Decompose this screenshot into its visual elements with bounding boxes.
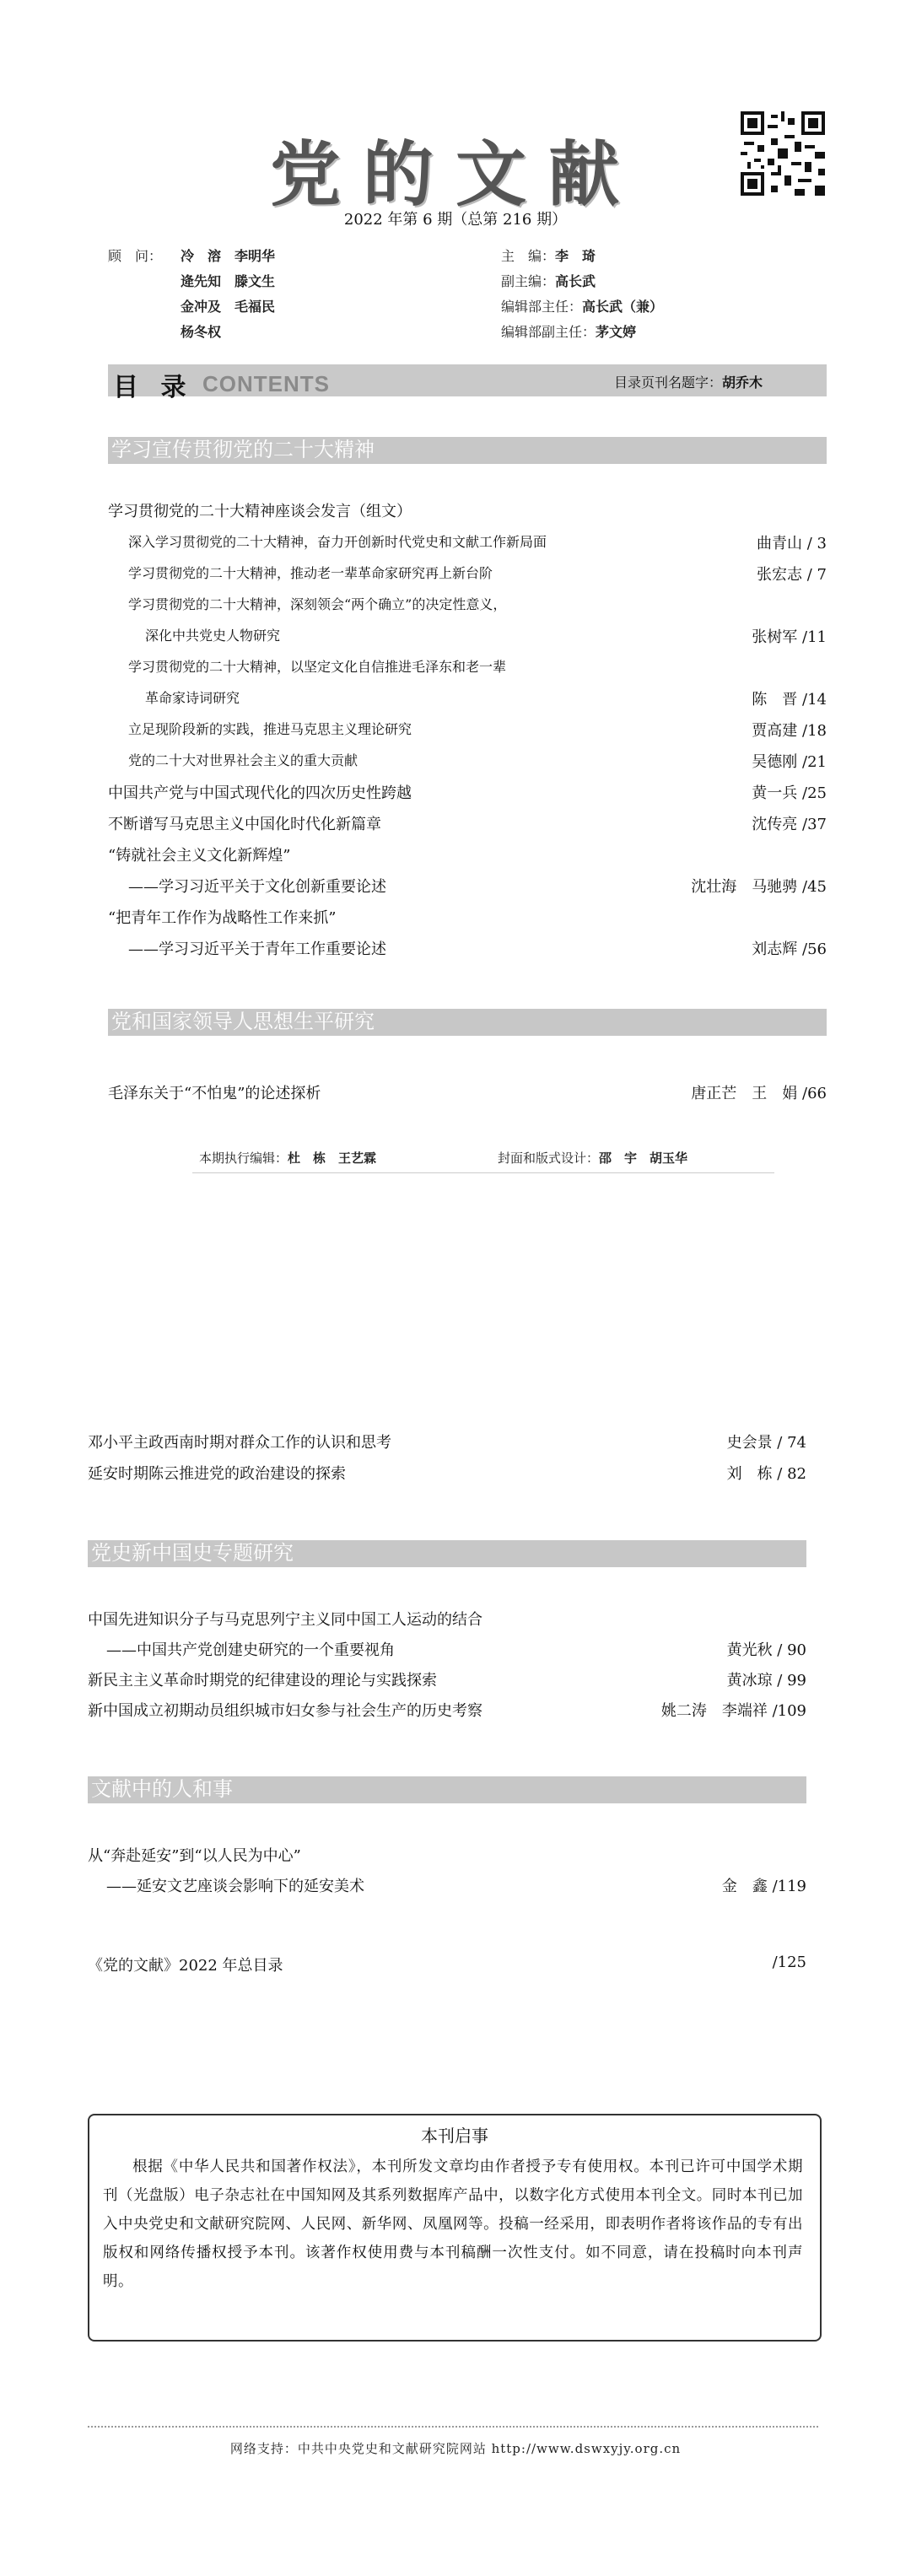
toc-author-5: 陈 晋 /14 <box>752 691 827 709</box>
toc-entry-5[interactable]: 学习贯彻党的二十大精神，以坚定文化自信推进毛泽东和老一辈 <box>128 659 507 675</box>
advisors-row-4: 杨冬权 <box>181 324 222 340</box>
advisors-row-2: 逄先知 滕文生 <box>181 273 276 289</box>
notice-body: 根据《中华人民共和国著作权法》，本刊所发文章均由作者授予专有使用权。本刊已许可中国学术期刊（光盘版）电子杂志社在中国知网及其系列数据库产品中，以数字化方式使用本刊全文。同时本刊已加入中央党史和文献研究院网、人民网、新华网、凤凰网等。投稿一经采用，即表明作者将该作品的专有出版权和网络传播权授予本刊。该著作权使用费与本刊稿酬一次性支付。如不同意，请在投稿时向本刊声明。 <box>103 2158 803 2290</box>
toc-author-4: 张树军 /11 <box>752 628 827 646</box>
toc-author-6: 贾高建 /18 <box>752 722 827 740</box>
toc-author-10: 沈壮海 马驰骋 /45 <box>691 878 827 896</box>
toc-entry-13[interactable]: 邓小平主政西南时期对群众工作的认识和思考 <box>88 1434 391 1452</box>
toc-author-14: 刘 栋 / 82 <box>726 1465 806 1483</box>
toc-entry-8[interactable]: 中国共产党与中国式现代化的四次历史性跨越 <box>108 784 412 802</box>
toc-entry-3[interactable]: 学习贯彻党的二十大精神，推动老一辈革命家研究再上新台阶 <box>128 565 493 581</box>
dept-deputy-label: 编辑部副主任： <box>501 324 596 340</box>
calligraphy-name: 胡乔木 <box>722 375 763 391</box>
toc-entry-5-cont: 革命家诗词研究 <box>145 690 240 706</box>
toc-entry-4-cont: 深化中共党史人物研究 <box>145 628 281 644</box>
designer: 邵 宇 胡玉华 <box>599 1151 688 1166</box>
toc-entry-18[interactable]: 从“奔赴延安”到“以人民为中心” <box>88 1847 301 1865</box>
section-bar-2 <box>108 1009 827 1036</box>
toc-heading: 目 录 <box>113 373 193 402</box>
toc-entry-10-sub: ——学习习近平关于文化创新重要论述 <box>128 878 386 896</box>
section-title-2: 党和国家领导人思想生平研究 <box>111 1010 375 1033</box>
exec-editor-credit <box>199 1149 376 1167</box>
footer-divider <box>88 2426 818 2428</box>
advisors-row-1: 冷 溶 李明华 <box>181 248 276 264</box>
chief-editor: 李 琦 <box>555 248 596 264</box>
toc-entry-11-sub: ——学习习近平关于青年工作重要论述 <box>128 940 386 958</box>
toc-author-2: 曲青山 / 3 <box>757 535 827 552</box>
credits-divider <box>192 1172 774 1173</box>
calligraphy-credit <box>614 372 763 391</box>
section-title-3: 党史新中国史专题研究 <box>91 1542 294 1565</box>
toc-entry-1[interactable]: 学习贯彻党的二十大精神座谈会发言（组文） <box>108 503 412 520</box>
toc-entry-15[interactable]: 中国先进知识分子与马克思列宁主义同中国工人运动的结合 <box>88 1611 482 1629</box>
toc-entry-15-sub: ——中国共产党创建史研究的一个重要视角 <box>106 1641 395 1659</box>
toc-author-11: 刘志辉 /56 <box>752 940 827 958</box>
toc-heading-en: CONTENTS <box>202 371 330 396</box>
toc-author-16: 黄冰琼 / 99 <box>726 1672 806 1689</box>
toc-author-17: 姚二涛 李端祥 /109 <box>660 1702 806 1720</box>
section-bar-3 <box>88 1540 806 1567</box>
section-bar-1 <box>108 437 827 464</box>
masthead-title: 党的文献 <box>269 132 641 216</box>
toc-author-18: 金 鑫 /119 <box>721 1878 806 1895</box>
calligraphy-label: 目录页刊名题字： <box>614 375 723 391</box>
section-title-4: 文献中的人和事 <box>91 1778 233 1801</box>
exec-editor-label: 本期执行编辑： <box>199 1151 288 1166</box>
toc-author-9: 沈传亮 /37 <box>752 816 827 833</box>
advisors-label: 顾 问： <box>108 248 163 264</box>
toc-entry-12[interactable]: 毛泽东关于“不怕鬼”的论述探析 <box>108 1085 321 1102</box>
section-title-1: 学习宣传贯彻党的二十大精神 <box>111 439 375 461</box>
toc-entry-14[interactable]: 延安时期陈云推进党的政治建设的探索 <box>88 1465 346 1483</box>
issue-number: 2022 年第 6 期（总第 216 期） <box>343 211 568 229</box>
notice-title: 本刊启事 <box>421 2126 488 2146</box>
toc-entry-19[interactable]: 《党的文献》2022 年总目录 <box>88 1957 283 1975</box>
toc-entry-18-sub: ——延安文艺座谈会影响下的延安美术 <box>106 1878 364 1895</box>
advisors-row-3: 金冲及 毛福民 <box>181 299 276 315</box>
toc-entry-6[interactable]: 立足现阶段新的实践，推进马克思主义理论研究 <box>128 721 412 737</box>
dept-head: 高长武（兼） <box>582 299 664 315</box>
qr-code-icon <box>741 111 825 196</box>
dept-deputy: 茅文婷 <box>596 324 637 340</box>
toc-entry-2[interactable]: 深入学习贯彻党的二十大精神，奋力开创新时代党史和文献工作新局面 <box>128 534 547 550</box>
toc-entry-4[interactable]: 学习贯彻党的二十大精神，深刻领会“两个确立”的决定性意义， <box>128 596 507 612</box>
toc-entry-10[interactable]: “铸就社会主义文化新辉煌” <box>108 847 291 865</box>
toc-entry-16[interactable]: 新民主主义革命时期党的纪律建设的理论与实践探索 <box>88 1672 437 1689</box>
design-credit <box>498 1149 687 1167</box>
exec-editor: 杜 栋 王艺霖 <box>288 1151 377 1166</box>
design-label: 封面和版式设计： <box>498 1151 600 1166</box>
deputy-editor-label: 副主编： <box>501 273 556 289</box>
toc-author-19: /125 <box>772 1954 806 1971</box>
section-bar-4 <box>88 1776 806 1803</box>
toc-author-3: 张宏志 / 7 <box>757 566 827 584</box>
toc-author-7: 吴德刚 /21 <box>752 753 827 771</box>
toc-entry-17[interactable]: 新中国成立初期动员组织城市妇女参与社会生产的历史考察 <box>88 1702 482 1720</box>
toc-author-12: 唐正芒 王 娟 /66 <box>691 1085 827 1102</box>
footer-website[interactable]: 网络支持：中共中央党史和文献研究院网站 http://www.dswxyjy.org.cn <box>229 2441 682 2456</box>
toc-author-15: 黄光秋 / 90 <box>726 1641 806 1659</box>
toc-entry-11[interactable]: “把青年工作作为战略性工作来抓” <box>108 909 337 927</box>
toc-author-13: 史会景 / 74 <box>726 1434 806 1452</box>
chief-editor-label: 主 编： <box>501 248 556 264</box>
toc-author-8: 黄一兵 /25 <box>752 784 827 802</box>
toc-entry-7[interactable]: 党的二十大对世界社会主义的重大贡献 <box>128 752 358 768</box>
deputy-editor: 高长武 <box>555 273 596 289</box>
toc-entry-9[interactable]: 不断谱写马克思主义中国化时代化新篇章 <box>108 816 381 833</box>
dept-head-label: 编辑部主任： <box>501 299 583 315</box>
